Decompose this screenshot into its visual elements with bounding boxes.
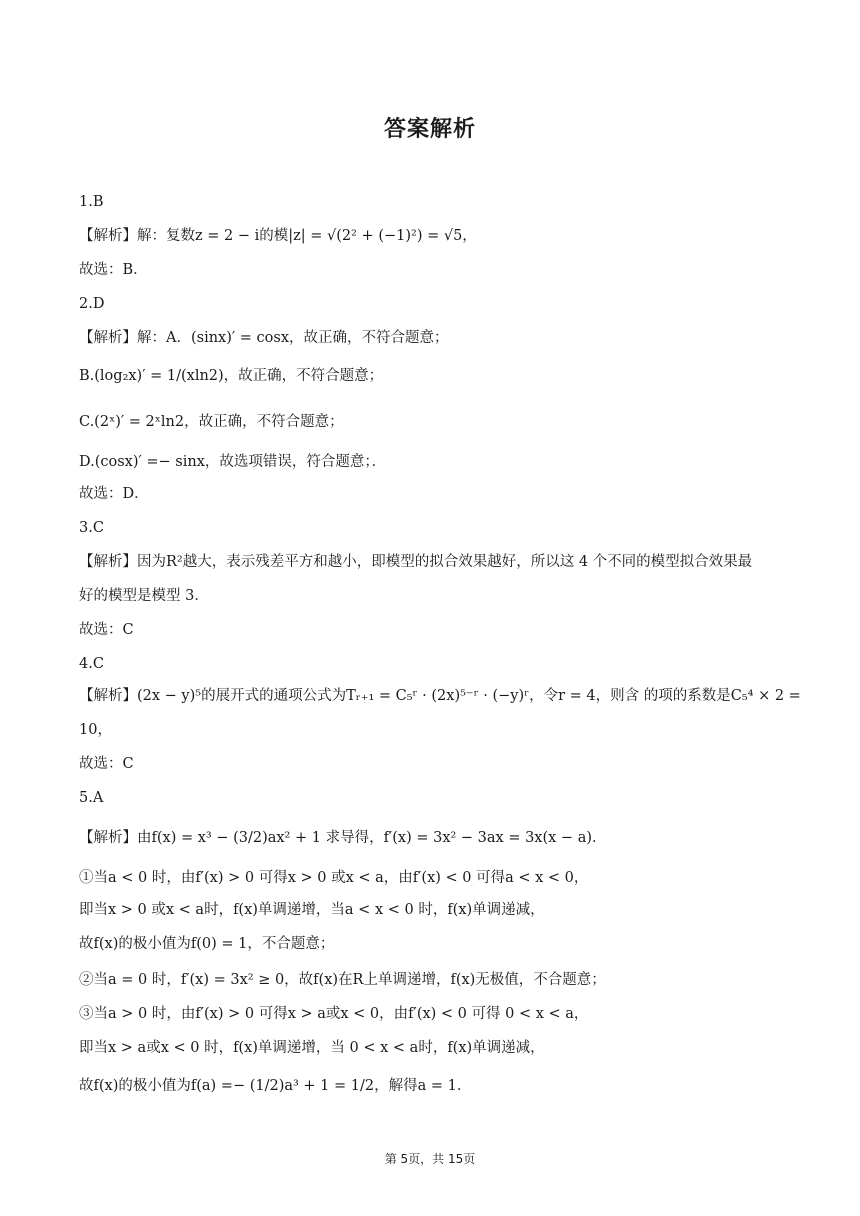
answer-2-analysis-d: D.(cosx)′ =− sinx，故选项错误，符合题意；． xyxy=(79,454,387,470)
answer-1-choice: 故选：B． xyxy=(79,262,148,278)
answer-3-choice: 故选：C xyxy=(79,622,134,638)
answer-5-case3-monotonic: 即当x > a或x < 0 时，f(x)单调递增，当 0 < x < a时，f(x)单调递减， xyxy=(79,1040,545,1056)
answer-3-heading: 3.C xyxy=(79,520,104,536)
answer-4-analysis-line2: 10， xyxy=(79,722,112,738)
answer-5-case1-monotonic: 即当x > 0 或x < a时，f(x)单调递增，当a < x < 0 时，f(x)单调递减， xyxy=(79,902,545,918)
answer-4-analysis-line1: 【解析】(2x − y)⁵的展开式的通项公式为Tᵣ₊₁ = C₅ʳ · (2x)⁵⁻ʳ · (−y)ʳ，令r = 4，则含 的项的系数是C₅⁴ × 2 = xyxy=(79,688,801,704)
answer-4-heading: 4.C xyxy=(79,656,104,672)
answer-1-heading: 1.B xyxy=(79,194,104,210)
answer-3-analysis-line2: 好的模型是模型 3． xyxy=(79,588,209,604)
answer-2-analysis-a: 【解析】解：A．(sinx)′ = cosx，故正确，不符合题意； xyxy=(79,330,449,346)
answer-2-analysis-c: C.(2ˣ)′ = 2ˣln2，故正确，不符合题意； xyxy=(79,414,344,430)
answer-5-case1-conclusion: 故f(x)的极小值为f(0) = 1，不合题意； xyxy=(79,936,335,952)
answer-2-analysis-b: B.(log₂x)′ = 1/(xln2)，故正确，不符合题意； xyxy=(79,368,384,384)
answer-5-heading: 5.A xyxy=(79,790,104,806)
answer-5-case1: ①当a < 0 时，由f′(x) > 0 可得x > 0 或x < a，由f′(x) < 0 可得a < x < 0， xyxy=(79,870,589,886)
answer-5-case3-conclusion: 故f(x)的极小值为f(a) =− (1/2)a³ + 1 = 1/2，解得a = 1． xyxy=(79,1078,472,1094)
answer-3-analysis-line1: 【解析】因为R²越大，表示残差平方和越小，即模型的拟合效果越好，所以这 4 个不同的模型拟合效果最 xyxy=(79,554,753,570)
page-footer: 第 5页，共 15页 xyxy=(384,1152,476,1166)
answer-5-case2: ②当a = 0 时，f′(x) = 3x² ≥ 0，故f(x)在R上单调递增，f(x)无极值，不合题意； xyxy=(79,972,606,988)
answer-5-case3: ③当a > 0 时，由f′(x) > 0 可得x > a或x < 0，由f′(x) < 0 可得 0 < x < a， xyxy=(79,1006,589,1022)
page-title: 答案解析 xyxy=(383,117,476,142)
answer-4-choice: 故选：C xyxy=(79,756,134,772)
answer-2-heading: 2.D xyxy=(79,296,105,312)
answer-1-analysis: 【解析】解：复数z = 2 − i的模|z| = √(2² + (−1)²) = √5， xyxy=(79,228,477,244)
answer-2-choice: 故选：D． xyxy=(79,486,149,502)
answer-5-analysis-derivative: 【解析】由f(x) = x³ − (3/2)ax² + 1 求导得，f′(x) = 3x² − 3ax = 3x(x − a)． xyxy=(79,830,607,846)
